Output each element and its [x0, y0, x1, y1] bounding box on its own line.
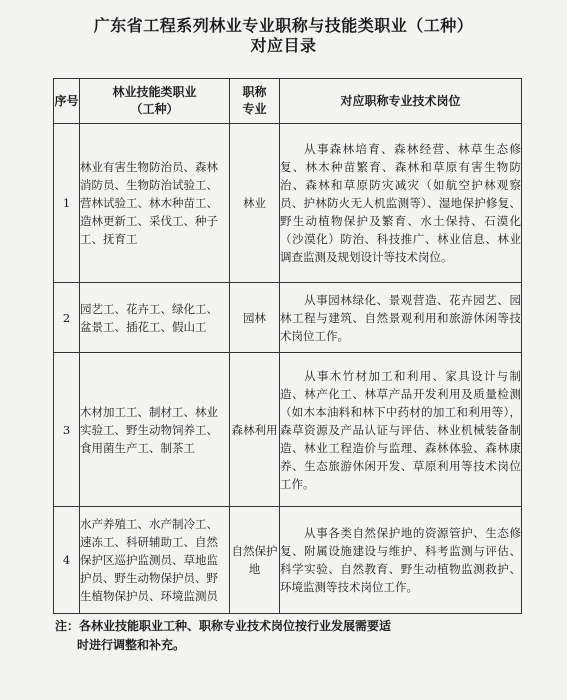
table-row: [54, 124, 522, 283]
header-job-line-1: 林业技能类职业: [112, 85, 197, 99]
correspondence-table: [53, 78, 522, 614]
row-job: 木材加工工、制材工、林业实验工、野生动物饲养工、食用菌生产工、制茶工: [80, 353, 230, 507]
footnote-line-2: 时进行调整和补充。: [77, 638, 186, 652]
header-title-line-2: 专业: [242, 102, 267, 116]
title-line-1: 广东省工程系列林业专业职称与技能类职业（工种）: [93, 16, 474, 35]
row-title: 森林利用: [230, 353, 280, 507]
title-line-2: 对应目录: [250, 36, 317, 55]
table-header-row: [54, 79, 522, 124]
row-post: 从事园林绿化、景观营造、花卉园艺、园林工程与建筑、自然景观利用和旅游休闲等技术岗位工作。: [280, 283, 522, 353]
row-post: 从事木竹材加工和利用、家具设计与制造、林产化工、林草产品开发利用及质量检测（如木本油料和林下中药材的加工和利用等），森草资源及产品认证与评估、林业机械装备制造、林业工程造价与监理、森林体验、森林康养、生态旅游休闲开发、草原利用等技术岗位工作。: [280, 353, 522, 507]
row-title: 自然保护地: [230, 507, 280, 614]
document-title: [0, 16, 567, 56]
row-job: 水产养殖工、水产制冷工、速冻工、科研辅助工、自然保护区巡护监测员、草地监护员、野生动物保护员、野生植物保护员、环境监测员: [80, 507, 230, 614]
footnote-line-1: 注：各林业技能职业工种、职称专业技术岗位按行业发展需要适: [55, 619, 392, 633]
row-post: 从事森林培育、森林经营、林草生态修复、林木种苗繁育、森林和草原有害生物防治、森林和草原防灾减灾（如航空护林观察员、护林防火无人机监测等）、湿地保护修复、野生动植物保护及繁育、水土保持、石漠化（沙漠化）防治、科技推广、林业信息、林业调查监测及规划设计等技术岗位。: [280, 124, 522, 283]
row-no: 4: [54, 507, 80, 614]
row-title: 园林: [230, 283, 280, 353]
row-no: 3: [54, 353, 80, 507]
header-title: [230, 79, 280, 124]
row-job: 园艺工、花卉工、绿化工、盆景工、插花工、假山工: [80, 283, 230, 353]
table-row: [54, 283, 522, 353]
header-job-line-2: （工种）: [130, 102, 179, 116]
header-job: [80, 79, 230, 124]
row-job: 林业有害生物防治员、森林消防员、生物防治试验工、营林试验工、林木种苗工、造林更新工、采伐工、种子工、抚育工: [80, 124, 230, 283]
table-row: [54, 353, 522, 507]
row-no: 2: [54, 283, 80, 353]
row-no: 1: [54, 124, 80, 283]
header-post: 对应职称专业技术岗位: [280, 79, 522, 124]
header-no: 序号: [54, 79, 80, 124]
header-title-line-1: 职称: [242, 85, 267, 99]
row-title: 林业: [230, 124, 280, 283]
row-post: 从事各类自然保护地的资源管护、生态修复、附属设施建设与维护、科考监测与评估、科学实验、自然教育、野生动植物监测救护、环境监测等技术岗位工作。: [280, 507, 522, 614]
footnote: [55, 617, 525, 655]
table-row: [54, 507, 522, 614]
